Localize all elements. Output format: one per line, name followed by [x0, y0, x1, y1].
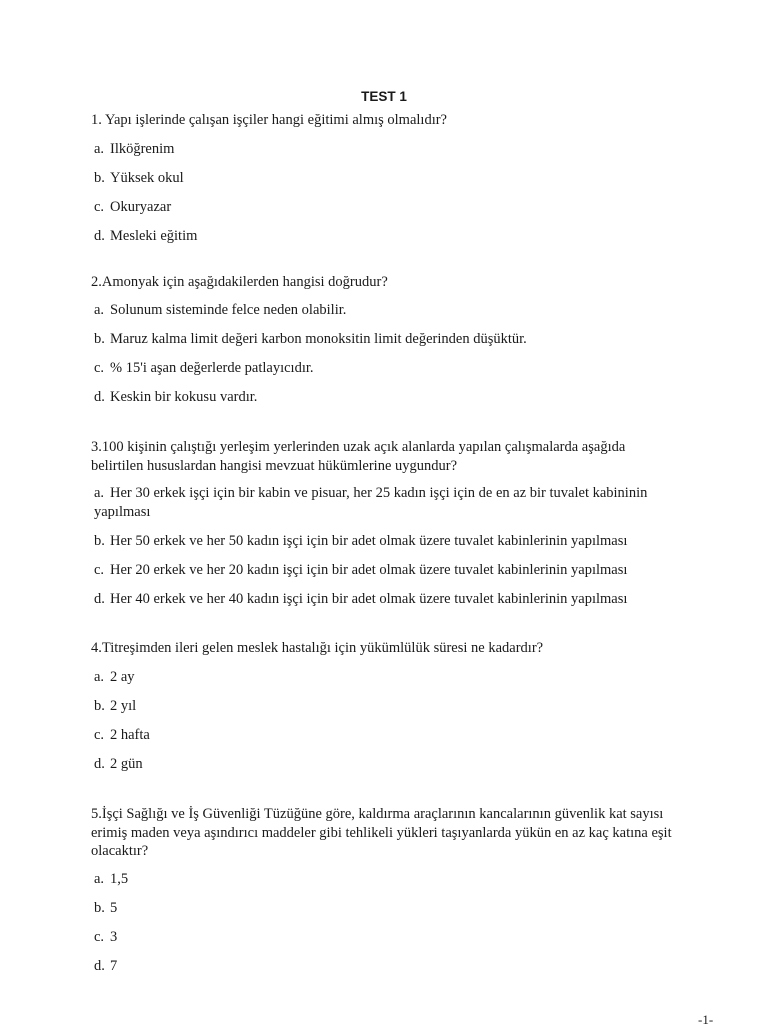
option-letter: d.	[94, 228, 105, 244]
question-5-option-d	[94, 957, 684, 976]
question-3-option-a	[94, 484, 684, 521]
question-2: 2.Amonyak için aşağıdakilerden hangisi doğrudur?	[91, 274, 388, 290]
option-letter: b.	[94, 331, 105, 347]
option-letter: a.	[94, 669, 105, 685]
option-text: 2 ay	[110, 669, 135, 685]
option-letter: c.	[94, 727, 105, 743]
option-text: Her 50 erkek ve her 50 kadın işçi için bir adet olmak üzere tuvalet kabinlerinin yapılması	[110, 533, 628, 549]
question-4-option-d	[94, 755, 684, 774]
question-1: 1. Yapı işlerinde çalışan işçiler hangi eğitimi almış olmalıdır?	[91, 112, 447, 128]
question-4-option-a	[94, 668, 684, 687]
option-letter: d.	[94, 591, 105, 607]
question-1-option-a	[94, 140, 684, 159]
option-text: Yüksek okul	[110, 170, 184, 186]
option-text: 2 yıl	[110, 698, 137, 714]
option-text: 1,5	[110, 871, 129, 887]
question-4-option-c	[94, 726, 684, 745]
option-text: Ilköğrenim	[110, 141, 175, 157]
question-3: 3.100 kişinin çalıştığı yerleşim yerlerinden uzak açık alanlarda yapılan çalışmalarda aşağıda belirtilen hususlardan hangisi mevzuat hükümlerine uygundur?	[91, 439, 626, 474]
question-5-option-b	[94, 899, 684, 918]
option-letter: b.	[94, 533, 105, 549]
option-text: Okuryazar	[110, 199, 172, 215]
question-4-option-b	[94, 697, 684, 716]
test-title: TEST 1	[361, 89, 407, 104]
option-text: Keskin bir kokusu vardır.	[110, 389, 258, 405]
option-letter: b.	[94, 170, 105, 186]
option-text: % 15'i aşan değerlerde patlayıcıdır.	[110, 360, 314, 376]
question-4: 4.Titreşimden ileri gelen meslek hastalığı için yükümlülük süresi ne kadardır?	[91, 640, 544, 656]
question-1-option-c	[94, 198, 684, 217]
option-letter: b.	[94, 900, 105, 916]
option-letter: d.	[94, 756, 105, 772]
question-3-option-c	[94, 561, 684, 580]
option-text: Mesleki eğitim	[110, 228, 198, 244]
option-text: 5	[110, 900, 118, 916]
question-5: 5.İşçi Sağlığı ve İş Güvenliği Tüzüğüne göre, kaldırma araçlarının kancalarının güvenlik kat sayısı erimiş maden veya aşındırıcı maddeler gibi tehlikeli yükleri taşıyanlarda yükün en az kaç katına eşit olacaktır?	[91, 806, 672, 859]
question-2-option-c	[94, 359, 684, 378]
question-5-option-a	[94, 870, 684, 889]
option-text: Maruz kalma limit değeri karbon monoksitin limit değerinden düşüktür.	[110, 331, 527, 347]
option-text: Solunum sisteminde felce neden olabilir.	[110, 302, 347, 318]
option-letter: a.	[94, 485, 105, 501]
question-1-option-b	[94, 169, 684, 188]
option-letter: c.	[94, 199, 105, 215]
option-letter: d.	[94, 389, 105, 405]
option-letter: c.	[94, 929, 105, 945]
option-text: Her 40 erkek ve her 40 kadın işçi için bir adet olmak üzere tuvalet kabinlerinin yapılması	[110, 591, 628, 607]
question-2-option-a	[94, 301, 684, 320]
option-letter: c.	[94, 562, 105, 578]
question-2-option-b	[94, 330, 684, 349]
option-letter: a.	[94, 302, 105, 318]
option-text: 2 gün	[110, 756, 143, 772]
option-letter: c.	[94, 360, 105, 376]
page-number: -1-	[698, 1012, 714, 1027]
option-letter: d.	[94, 958, 105, 974]
option-text: Her 30 erkek işçi için bir kabin ve pisuar, her 25 kadın işçi için de en az bir tuvalet kabininin yapılması	[94, 485, 648, 520]
question-3-option-d	[94, 590, 684, 609]
question-5-option-c	[94, 928, 684, 947]
option-text: 3	[110, 929, 118, 945]
question-3-option-b	[94, 532, 684, 551]
option-text: Her 20 erkek ve her 20 kadın işçi için bir adet olmak üzere tuvalet kabinlerinin yapılması	[110, 562, 628, 578]
question-2-option-d	[94, 388, 684, 407]
option-letter: a.	[94, 141, 105, 157]
option-text: 7	[110, 958, 118, 974]
option-text: 2 hafta	[110, 727, 150, 743]
option-letter: a.	[94, 871, 105, 887]
option-letter: b.	[94, 698, 105, 714]
question-1-option-d	[94, 227, 684, 246]
